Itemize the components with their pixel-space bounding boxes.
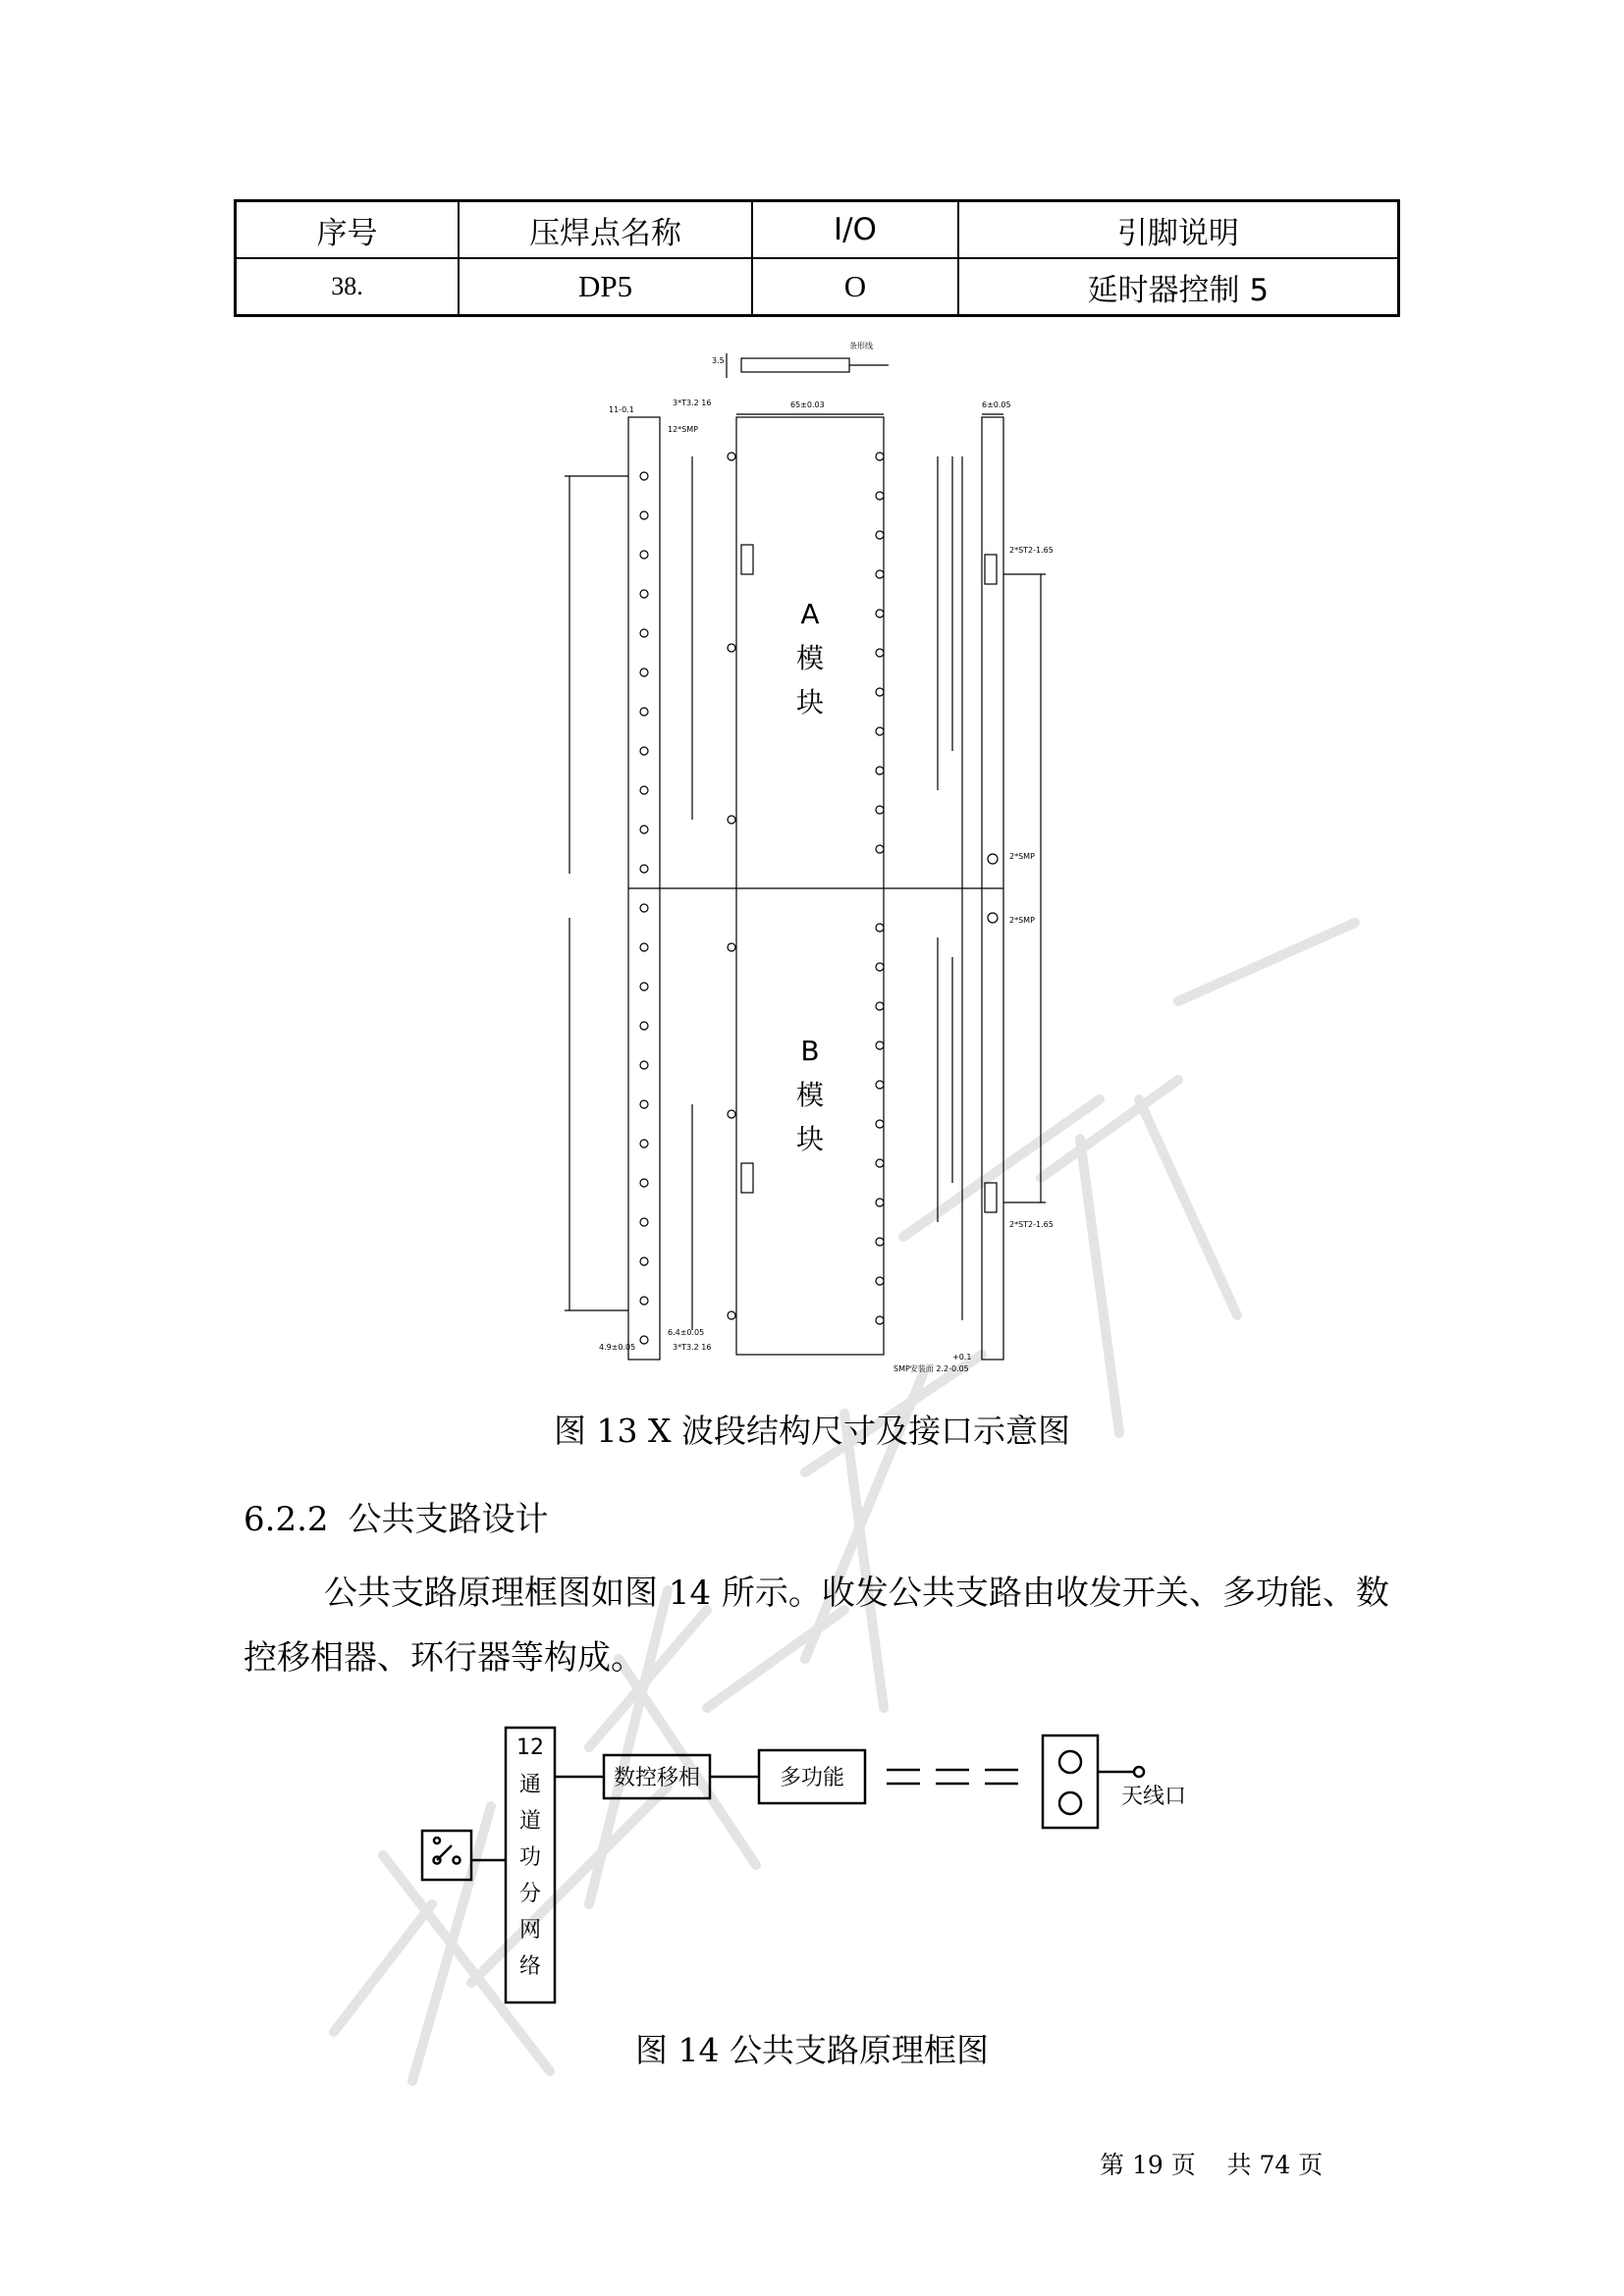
table-header-row (236, 201, 1399, 259)
label-d4-9: 4.9±0.05 (599, 1343, 636, 1352)
section-number: 6.2.2 (244, 1500, 329, 1539)
table-row (236, 258, 1399, 316)
page-footer: 第 19 页 共 74 页 (1100, 2151, 1324, 2179)
pin-table (234, 199, 1400, 317)
header-pin-desc: 引脚说明 (958, 201, 1399, 259)
strip-connector (741, 358, 849, 372)
phase-shifter-label: 数控移相 (613, 1766, 701, 1790)
module-b-letter: B (800, 1035, 820, 1067)
antenna-port-icon (1134, 1767, 1144, 1777)
body-paragraph: 公共支路原理框图如图 14 所示。收发公共支路由收发开关、多功能、数控移相器、环行器等构成。 (244, 1574, 1389, 1678)
cell-index: 38. (236, 258, 459, 316)
header-pad-name: 压焊点名称 (459, 201, 752, 259)
label-d65: 65±0.03 (790, 400, 825, 409)
right-connector-top (985, 555, 997, 584)
label-d6-4: 6.4±0.05 (668, 1328, 705, 1337)
module-b-line2: 块 (795, 1123, 825, 1155)
cell-pad-name: DP5 (459, 258, 752, 316)
label-hole-12: 12*SMP (668, 425, 698, 434)
divider-line-1: 通 (518, 1773, 542, 1797)
divider-line-4: 分 (518, 1882, 542, 1906)
cell-io: O (752, 258, 958, 316)
module-b-line1: 模 (795, 1079, 825, 1111)
section-title: 公共支路设计 (348, 1500, 549, 1539)
module-a-letter: A (800, 598, 820, 630)
divider-line-0: 12 (516, 1735, 544, 1760)
label-d11: 11-0.1 (609, 405, 634, 414)
structure-drawing (550, 319, 1060, 1374)
module-a-line1: 模 (795, 642, 825, 674)
label-2st-top: 2*ST2-1.65 (1009, 546, 1054, 555)
right-connector-bottom (985, 1183, 997, 1212)
label-smp-a: 2*SMP (1009, 852, 1035, 861)
pin-holes (640, 453, 998, 1344)
divider-line-2: 道 (518, 1809, 542, 1834)
antenna-label: 天线口 (1121, 1785, 1187, 1809)
label-smp-bottom: SMP安装面 2.2-0.05 (893, 1364, 969, 1373)
label-strip-line: 条形线 (849, 342, 873, 350)
cell-pin-desc: 延时器控制 5 (958, 258, 1399, 316)
module-body (736, 417, 884, 1355)
connector-top (741, 545, 753, 574)
label-d6: 6±0.05 (982, 400, 1011, 409)
figure-14-caption: 图 14 公共支路原理框图 (635, 2031, 989, 2069)
label-d0-1: +0.1 (952, 1353, 972, 1362)
multifunction-label: 多功能 (779, 1766, 845, 1790)
connector-bottom (741, 1163, 753, 1193)
label-hole-bottom: 3*T3.2 16 (673, 1343, 712, 1352)
divider-line-3: 功 (518, 1845, 542, 1870)
header-io: I/O (752, 201, 958, 259)
header-index: 序号 (236, 201, 459, 259)
tr-switch-block (422, 1831, 471, 1880)
label-2st-bottom: 2*ST2-1.65 (1009, 1220, 1054, 1229)
module-a-line2: 块 (795, 686, 825, 719)
divider-line-5: 网 (518, 1918, 542, 1943)
label-d3-5: 3.5 (712, 356, 725, 365)
label-hole-top: 3*T3.2 16 (673, 399, 712, 407)
section-heading (244, 1492, 549, 1540)
block-diagram (393, 1723, 1237, 2007)
figure-13-caption: 图 13 X 波段结构尺寸及接口示意图 (554, 1412, 1070, 1450)
divider-line-6: 络 (518, 1954, 542, 1979)
label-smp-b: 2*SMP (1009, 916, 1035, 925)
